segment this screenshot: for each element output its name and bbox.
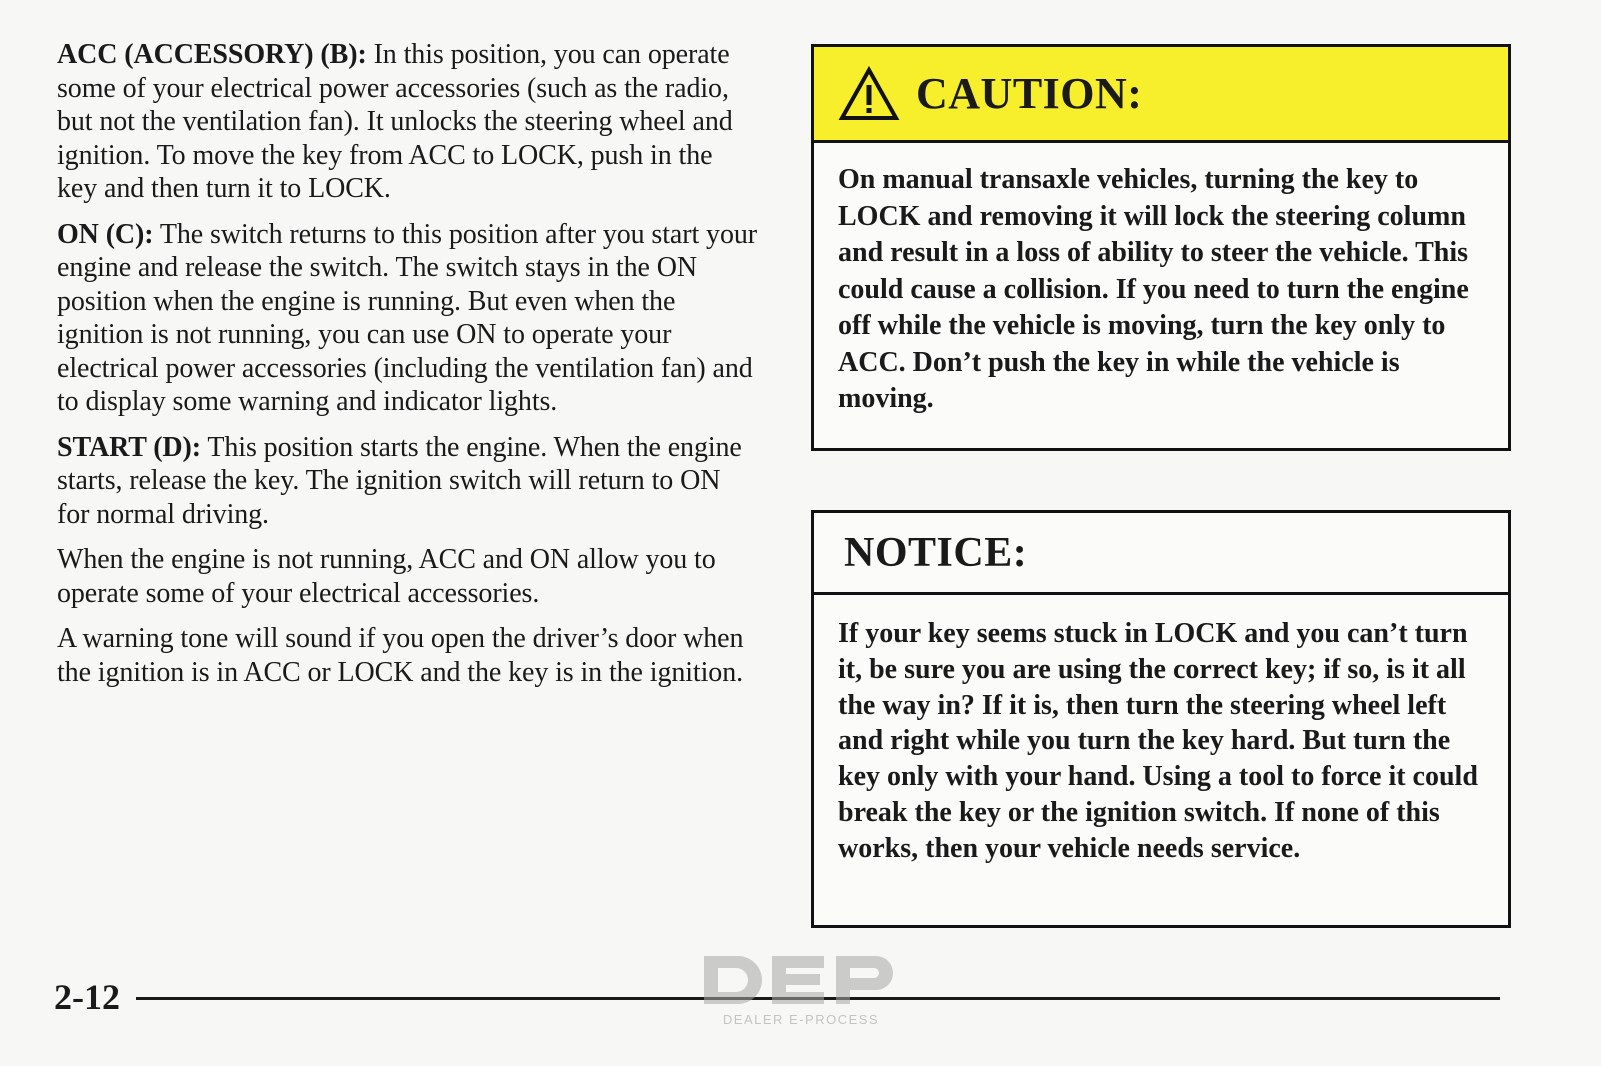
caution-box — [811, 44, 1511, 451]
term-acc: ACC (ACCESSORY) (B): — [57, 39, 367, 70]
caution-body: On manual transaxle vehicles, turning the key to LOCK and removing it will lock the steering column and result in a loss of ability to steer the vehicle. This could cause a collision. If you need to turn the engine off while the vehicle is moving, turn the key only to ACC. Don’t push the key in while the vehicle is moving. — [838, 164, 1469, 414]
text-warning-tone: A warning tone will sound if you open the driver’s door when the ignition is in ACC or LOCK and the key is in the ignition. — [57, 623, 744, 688]
dep-logo-icon — [696, 948, 906, 1010]
caution-title: CAUTION: — [916, 69, 1143, 118]
page-number: 2-12 — [54, 977, 120, 1017]
left-column — [57, 38, 757, 701]
caution-header — [814, 47, 1508, 143]
paragraph-on — [57, 218, 757, 419]
paragraph-acc — [57, 38, 757, 206]
text-start: This position starts the engine. When the engine starts, release the key. The ignition switch will return to ON for normal driving. — [57, 431, 742, 530]
text-acc: In this position, you can operate some of your electrical power accessories (such as the radio, but not the ventilation fan). It unlocks the steering wheel and ignition. To move the key from ACC to LOCK, push in the key and then turn it to LOCK. — [57, 39, 733, 204]
paragraph-start — [57, 431, 757, 532]
notice-title: NOTICE: — [844, 529, 1028, 576]
notice-box — [811, 510, 1511, 928]
warning-triangle-icon — [838, 66, 900, 122]
dealer-watermark — [696, 948, 906, 1028]
notice-body: If your key seems stuck in LOCK and you can’t turn it, be sure you are using the correct key; if so, is it all the way in? If it is, then turn the steering wheel left and right while you turn the key hard. But turn the key only with your hand. Using a tool to force it could break the key or the ignition switch. If none of this works, then your vehicle needs service. — [838, 618, 1478, 864]
watermark-text: DEALER E-PROCESS — [722, 1012, 880, 1027]
text-on: The switch returns to this position after you start your engine and release the switch. The switch stays in the ON position when the engine is running. But even when the ignition is not running, you can use ON to operate your electrical power accessories (including the ventilation fan) and to display some warning and indicator lights. — [57, 218, 757, 417]
term-start: START (D): — [57, 431, 201, 463]
text-acc-on-allow: When the engine is not running, ACC and ON allow you to operate some of your electrical accessories. — [57, 544, 716, 609]
term-on: ON (C): — [57, 218, 154, 250]
paragraph-acc-on-allow — [57, 543, 757, 610]
notice-header — [814, 513, 1508, 595]
paragraph-warning-tone — [57, 622, 757, 689]
